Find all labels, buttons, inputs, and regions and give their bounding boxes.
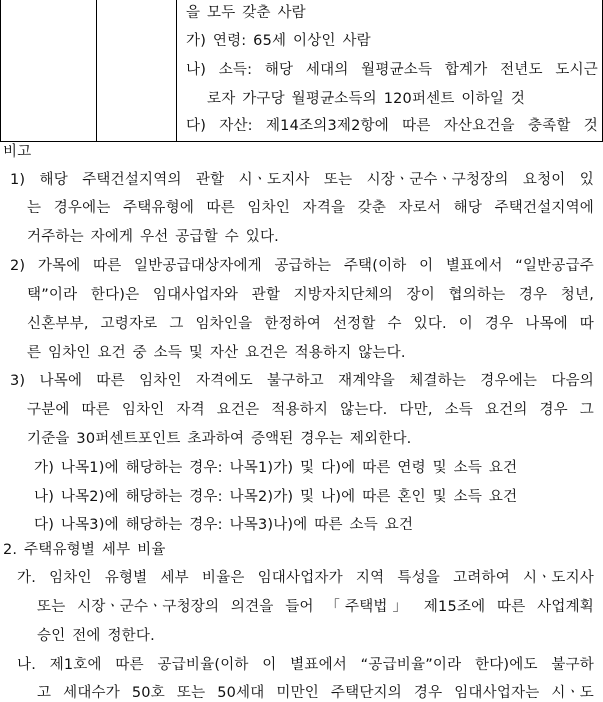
section-2-line: 나. 제1호에 따른 공급비율(이하 이 별표에서 “공급비율”이라 한다)에도 불구하 (17, 657, 594, 673)
table-divider-1 (96, 0, 97, 142)
table-cell-line: 을 모두 갖춘 사람 (186, 5, 306, 21)
remark-line: 기준을 30퍼센트포인트 초과하여 증액된 경우는 제외한다. (27, 431, 412, 447)
table-border-bottom (0, 141, 603, 142)
remark-subitem: 나) 나목2)에 해당하는 경우: 나목2)가) 및 나)에 따른 혼인 및 소득 요건 (34, 489, 518, 505)
remark-line: 는 경우에는 주택유형에 따른 임차인 자격을 갖춘 자로서 해당 주택건설지역에 (27, 200, 594, 216)
remark-subitem: 가) 나목1)에 해당하는 경우: 나목1)가) 및 다)에 따른 연령 및 소득 요건 (34, 460, 518, 476)
remark-line: 거주하는 자에게 우선 공급할 수 있다. (27, 229, 279, 245)
table-cell-line: 나) 소득: 해당 세대의 월평균소득 합계가 전년도 도시근 (186, 62, 598, 78)
table-cell-line: 가) 연령: 65세 이상인 사람 (186, 33, 371, 49)
remark-line: 구분에 따른 임차인 자격 요건은 적용하지 않는다. 다만, 소득 요건의 경우 그 (27, 402, 594, 418)
section-2-line: 승인 전에 정한다. (37, 628, 155, 644)
section-2-line: 가. 임차인 유형별 세부 비율은 임대사업자가 지역 특성을 고려하여 시ㆍ도지사 (17, 570, 594, 586)
remark-line: 3) 나목에 따른 임차인 자격에도 불구하고 재계약을 체결하는 경우에는 다음의 (10, 373, 594, 389)
remark-line: 2) 가목에 따른 일반공급대상자에게 공급하는 주택(이하 이 별표에서 “일반공급주 (10, 258, 594, 274)
remarks-heading: 비고 (3, 144, 32, 160)
remark-line: 른 임차인 요건 중 소득 및 자산 요건은 적용하지 않는다. (27, 345, 406, 361)
table-cell-line: 로자 가구당 월평균소득의 120퍼센트 이하일 것 (207, 91, 526, 107)
eligibility-table (0, 0, 603, 142)
remark-line: 신혼부부, 고령자로 그 임차인을 한정하여 선정할 수 있다. 이 경우 나목에 따 (27, 316, 594, 332)
section-2-heading: 2. 주택유형별 세부 비율 (3, 542, 166, 558)
section-2-line: 고 세대수가 50호 또는 50세대 미만인 주택단지의 경우 임대사업자는 시ㆍ도 (37, 685, 594, 701)
section-2-line: 또는 시장ㆍ군수ㆍ구청장의 의견을 들어 「주택법」 제15조에 따른 사업계획 (37, 599, 594, 615)
remark-line: 1) 해당 주택건설지역의 관할 시ㆍ도지사 또는 시장ㆍ군수ㆍ구청장의 요청이 있 (10, 172, 594, 188)
table-border-left (0, 0, 1, 142)
remark-subitem: 다) 나목3)에 해당하는 경우: 나목3)나)에 따른 소득 요건 (34, 517, 414, 533)
remark-line: 택”이라 한다)은 임대사업자와 관할 지방자치단체의 장이 협의하는 경우 청년, (27, 287, 594, 303)
table-cell-line: 다) 자산: 제14조의3제2항에 따른 자산요건을 충족할 것 (186, 118, 598, 134)
table-divider-2 (176, 0, 177, 142)
